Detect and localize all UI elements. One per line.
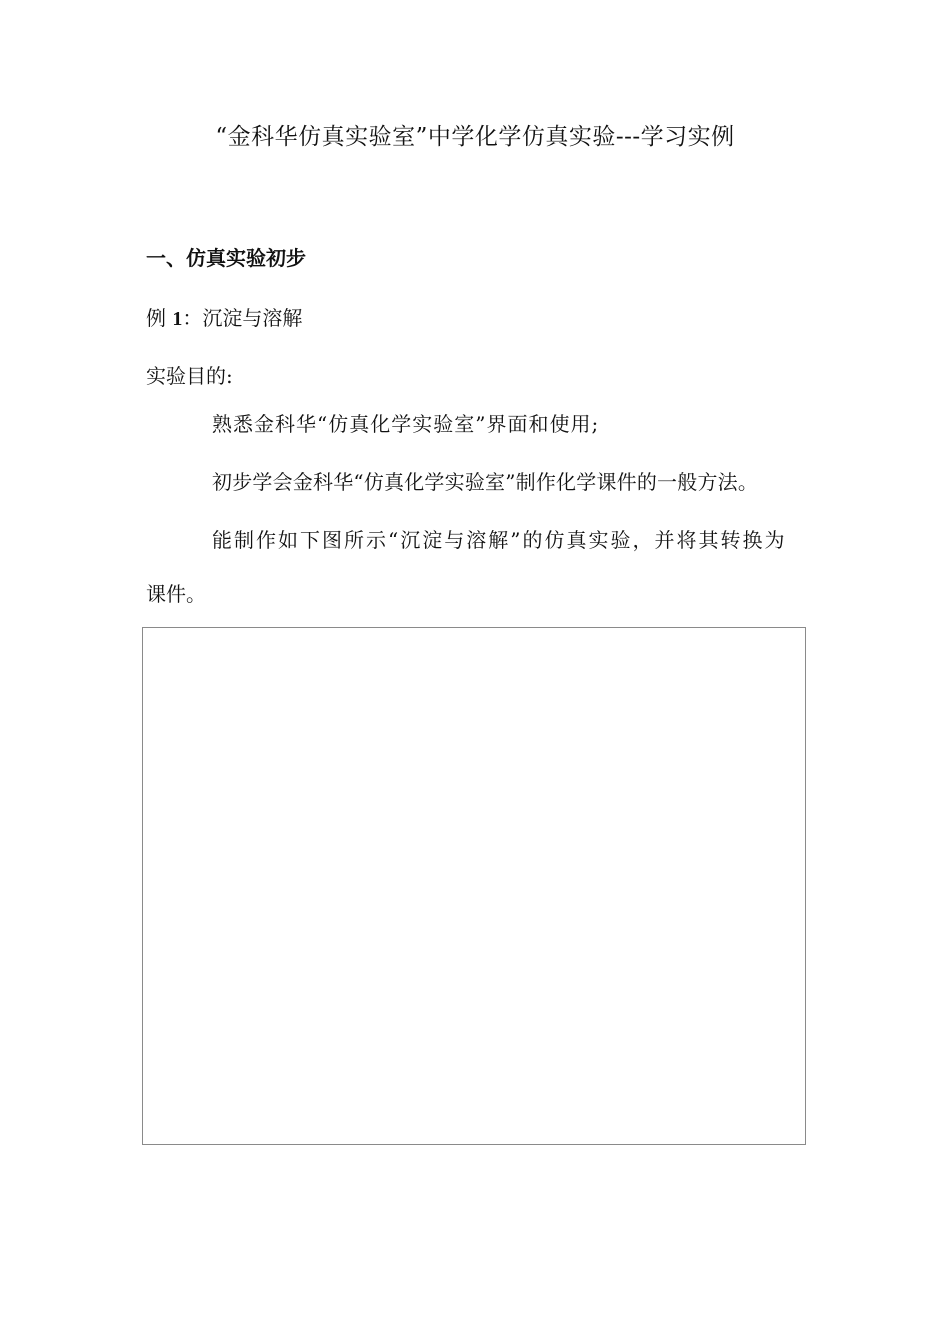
example-heading	[146, 302, 302, 331]
document-title: “金科华仿真实验室”中学化学仿真实验---学习实例	[215, 124, 735, 150]
purpose-item-3-continuation: 课件。	[146, 582, 206, 606]
example-number: 1	[172, 308, 183, 330]
purpose-label: 实验目的:	[146, 364, 233, 388]
example-prefix: 例	[146, 306, 173, 330]
section-heading: 一、仿真实验初步	[146, 246, 306, 270]
purpose-item-3: 能制作如下图所示“沉淀与溶解”的仿真实验，并将其转换为	[212, 528, 787, 552]
purpose-item-1: 熟悉金科华“仿真化学实验室”界面和使用;	[212, 412, 600, 436]
purpose-item-2: 初步学会金科华“仿真化学实验室”制作化学课件的一般方法。	[212, 470, 759, 494]
example-title: ：沉淀与溶解	[182, 306, 303, 330]
figure-placeholder-frame	[142, 627, 806, 1145]
